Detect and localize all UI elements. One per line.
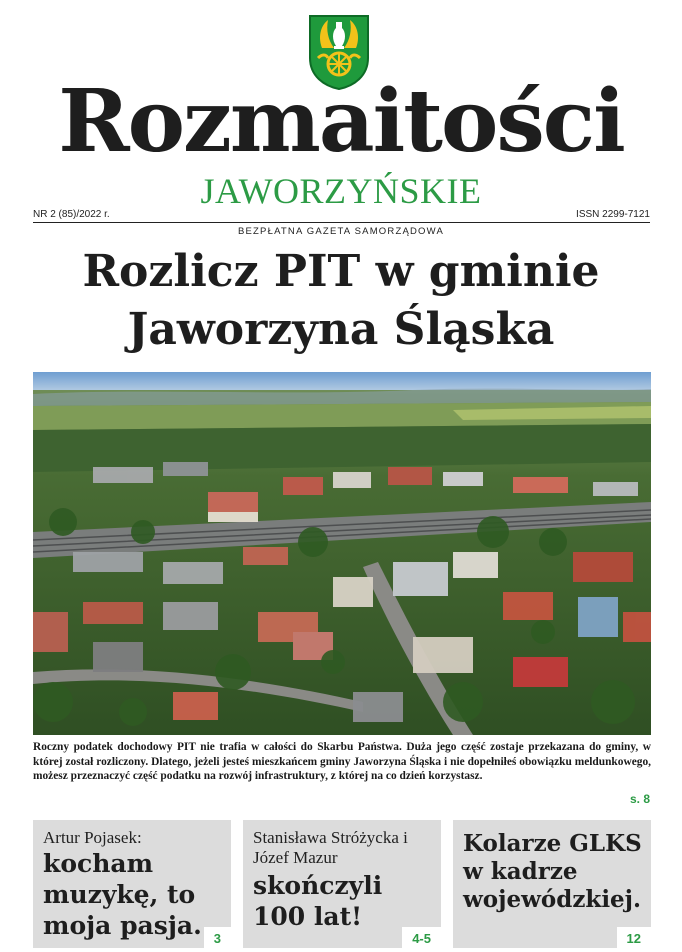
main-headline [0,243,682,359]
teaser-title: skończyli 100 lat! [253,871,383,931]
teaser-page-number: 12 [617,927,651,948]
teaser-card-1[interactable] [33,820,231,948]
masthead-divider [33,222,650,223]
masthead-subtitle: JAWORZYŃSKIE [200,171,482,211]
headline-line-1: Rozlicz PIT w gminie [82,246,600,297]
masthead-title: Rozmaitości [58,71,624,172]
aerial-town-photo [33,372,651,735]
teaser-card-3[interactable] [453,820,651,948]
issue-number: NR 2 (85)/2022 r. [33,209,110,220]
teaser-card-2[interactable] [243,820,441,948]
teaser-page-number: 3 [204,927,231,948]
teaser-title: kocham muzykę, to moja pasja. [43,849,202,940]
lead-caption: Roczny podatek dochodowy PIT nie trafia w całości do Skarbu Państwa. Duża jego część zostaje przekazana do gminy, w której został rozliczony. Dlatego, jeżeli jesteś mieszkańcem gminy Jaworzyna Śląska i nie dopełniłeś obowiązku meldunkowego, możesz przeznaczyć część podatku na rozwój infrastruktury, z której na co dzień korzystasz. [33,741,651,783]
teaser-kicker: Stanisława Stróżycka i Józef Mazur [253,828,408,867]
issn: ISSN 2299-7121 [576,209,650,220]
teaser-title: Kolarze GLKS w kadrze wojewódzkiej. [463,830,642,913]
teaser-page-number: 4-5 [402,927,441,948]
tagline: BEZPŁATNA GAZETA SAMORZĄDOWA [237,226,445,237]
lead-page-ref: s. 8 [629,792,650,806]
headline-line-2: Jaworzyna Śląska [127,304,555,355]
teaser-kicker: Artur Pojasek: [43,828,142,847]
